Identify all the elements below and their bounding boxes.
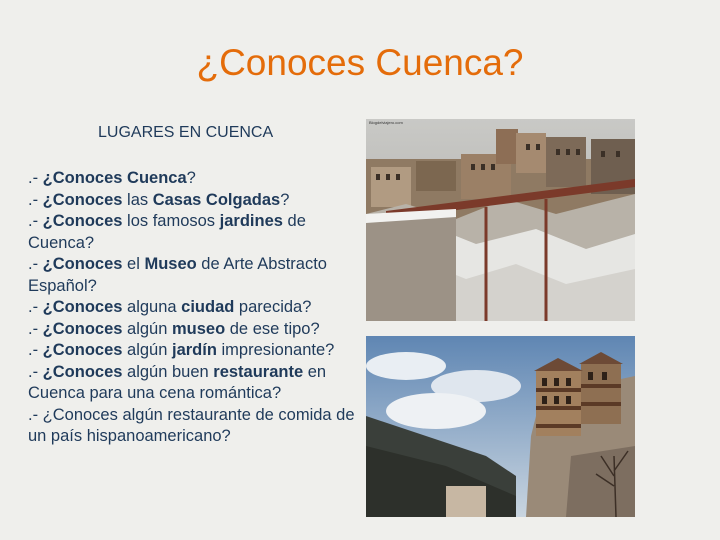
question-keyword: ¿Conoces: [42, 169, 123, 187]
question-text: .-: [28, 298, 43, 316]
question-list: [28, 168, 358, 448]
question-item: [28, 340, 358, 362]
question-text: algún buen: [122, 362, 214, 381]
question-text: .-: [28, 190, 43, 209]
question-keyword: ¿Conoces: [42, 255, 123, 273]
question-text: parecida?: [234, 298, 312, 316]
question-keyword: Museo: [144, 255, 197, 273]
question-text: el: [122, 255, 145, 273]
question-text: .-: [28, 255, 43, 273]
question-item: [28, 254, 358, 297]
question-text: de Arte Abstracto Español?: [28, 255, 327, 295]
question-text: .-: [28, 341, 43, 359]
snowy-cuenca-photo: [366, 119, 635, 321]
question-keyword: ¿Conoces: [42, 341, 123, 359]
page-title: ¿Conoces Cuenca?: [196, 42, 524, 83]
question-item: [28, 297, 358, 319]
question-keyword: restaurante: [213, 362, 304, 381]
question-keyword: jardines: [219, 212, 283, 230]
question-text: los famosos: [122, 212, 220, 230]
question-item: [28, 405, 358, 448]
question-keyword: ¿Conoces: [42, 298, 123, 316]
question-keyword: museo: [171, 319, 226, 338]
photo-credit: Blogdelviajero.com: [369, 120, 403, 125]
question-text: .-: [28, 212, 43, 230]
question-keyword: ciudad: [181, 298, 235, 316]
question-text: .- ¿Conoces algún restaurante de comida de un país hispanoamericano?: [28, 405, 355, 445]
question-keyword: ¿Conoces: [42, 362, 123, 381]
question-text: .-: [28, 319, 43, 338]
question-text: de ese tipo?: [225, 319, 320, 338]
question-text: ?: [186, 169, 196, 187]
question-keyword: ¿Conoces: [42, 212, 123, 230]
question-text: de Cuenca?: [28, 212, 306, 252]
question-text: en Cuenca para una cena romántica?: [28, 362, 327, 402]
question-text: las: [122, 190, 153, 209]
question-keyword: Casas Colgadas: [152, 190, 281, 209]
question-keyword: jardín: [171, 341, 217, 359]
question-text: impresionante?: [216, 341, 335, 359]
question-item: [28, 211, 358, 254]
question-text: algún: [122, 319, 172, 338]
section-subtitle: LUGARES EN CUENCA: [98, 124, 274, 141]
hanging-houses-photo: [366, 336, 635, 517]
question-text: .-: [28, 169, 43, 187]
question-item: [28, 319, 358, 341]
question-keyword: Cuenca: [127, 169, 187, 187]
question-text: alguna: [122, 298, 182, 316]
question-keyword: ¿Conoces: [42, 190, 123, 209]
question-item: [28, 190, 358, 212]
question-keyword: ¿Conoces: [42, 319, 123, 338]
question-text: algún: [122, 341, 172, 359]
question-item: [28, 168, 358, 190]
question-text: .-: [28, 362, 43, 381]
question-item: [28, 362, 358, 405]
question-text: ?: [280, 190, 290, 209]
